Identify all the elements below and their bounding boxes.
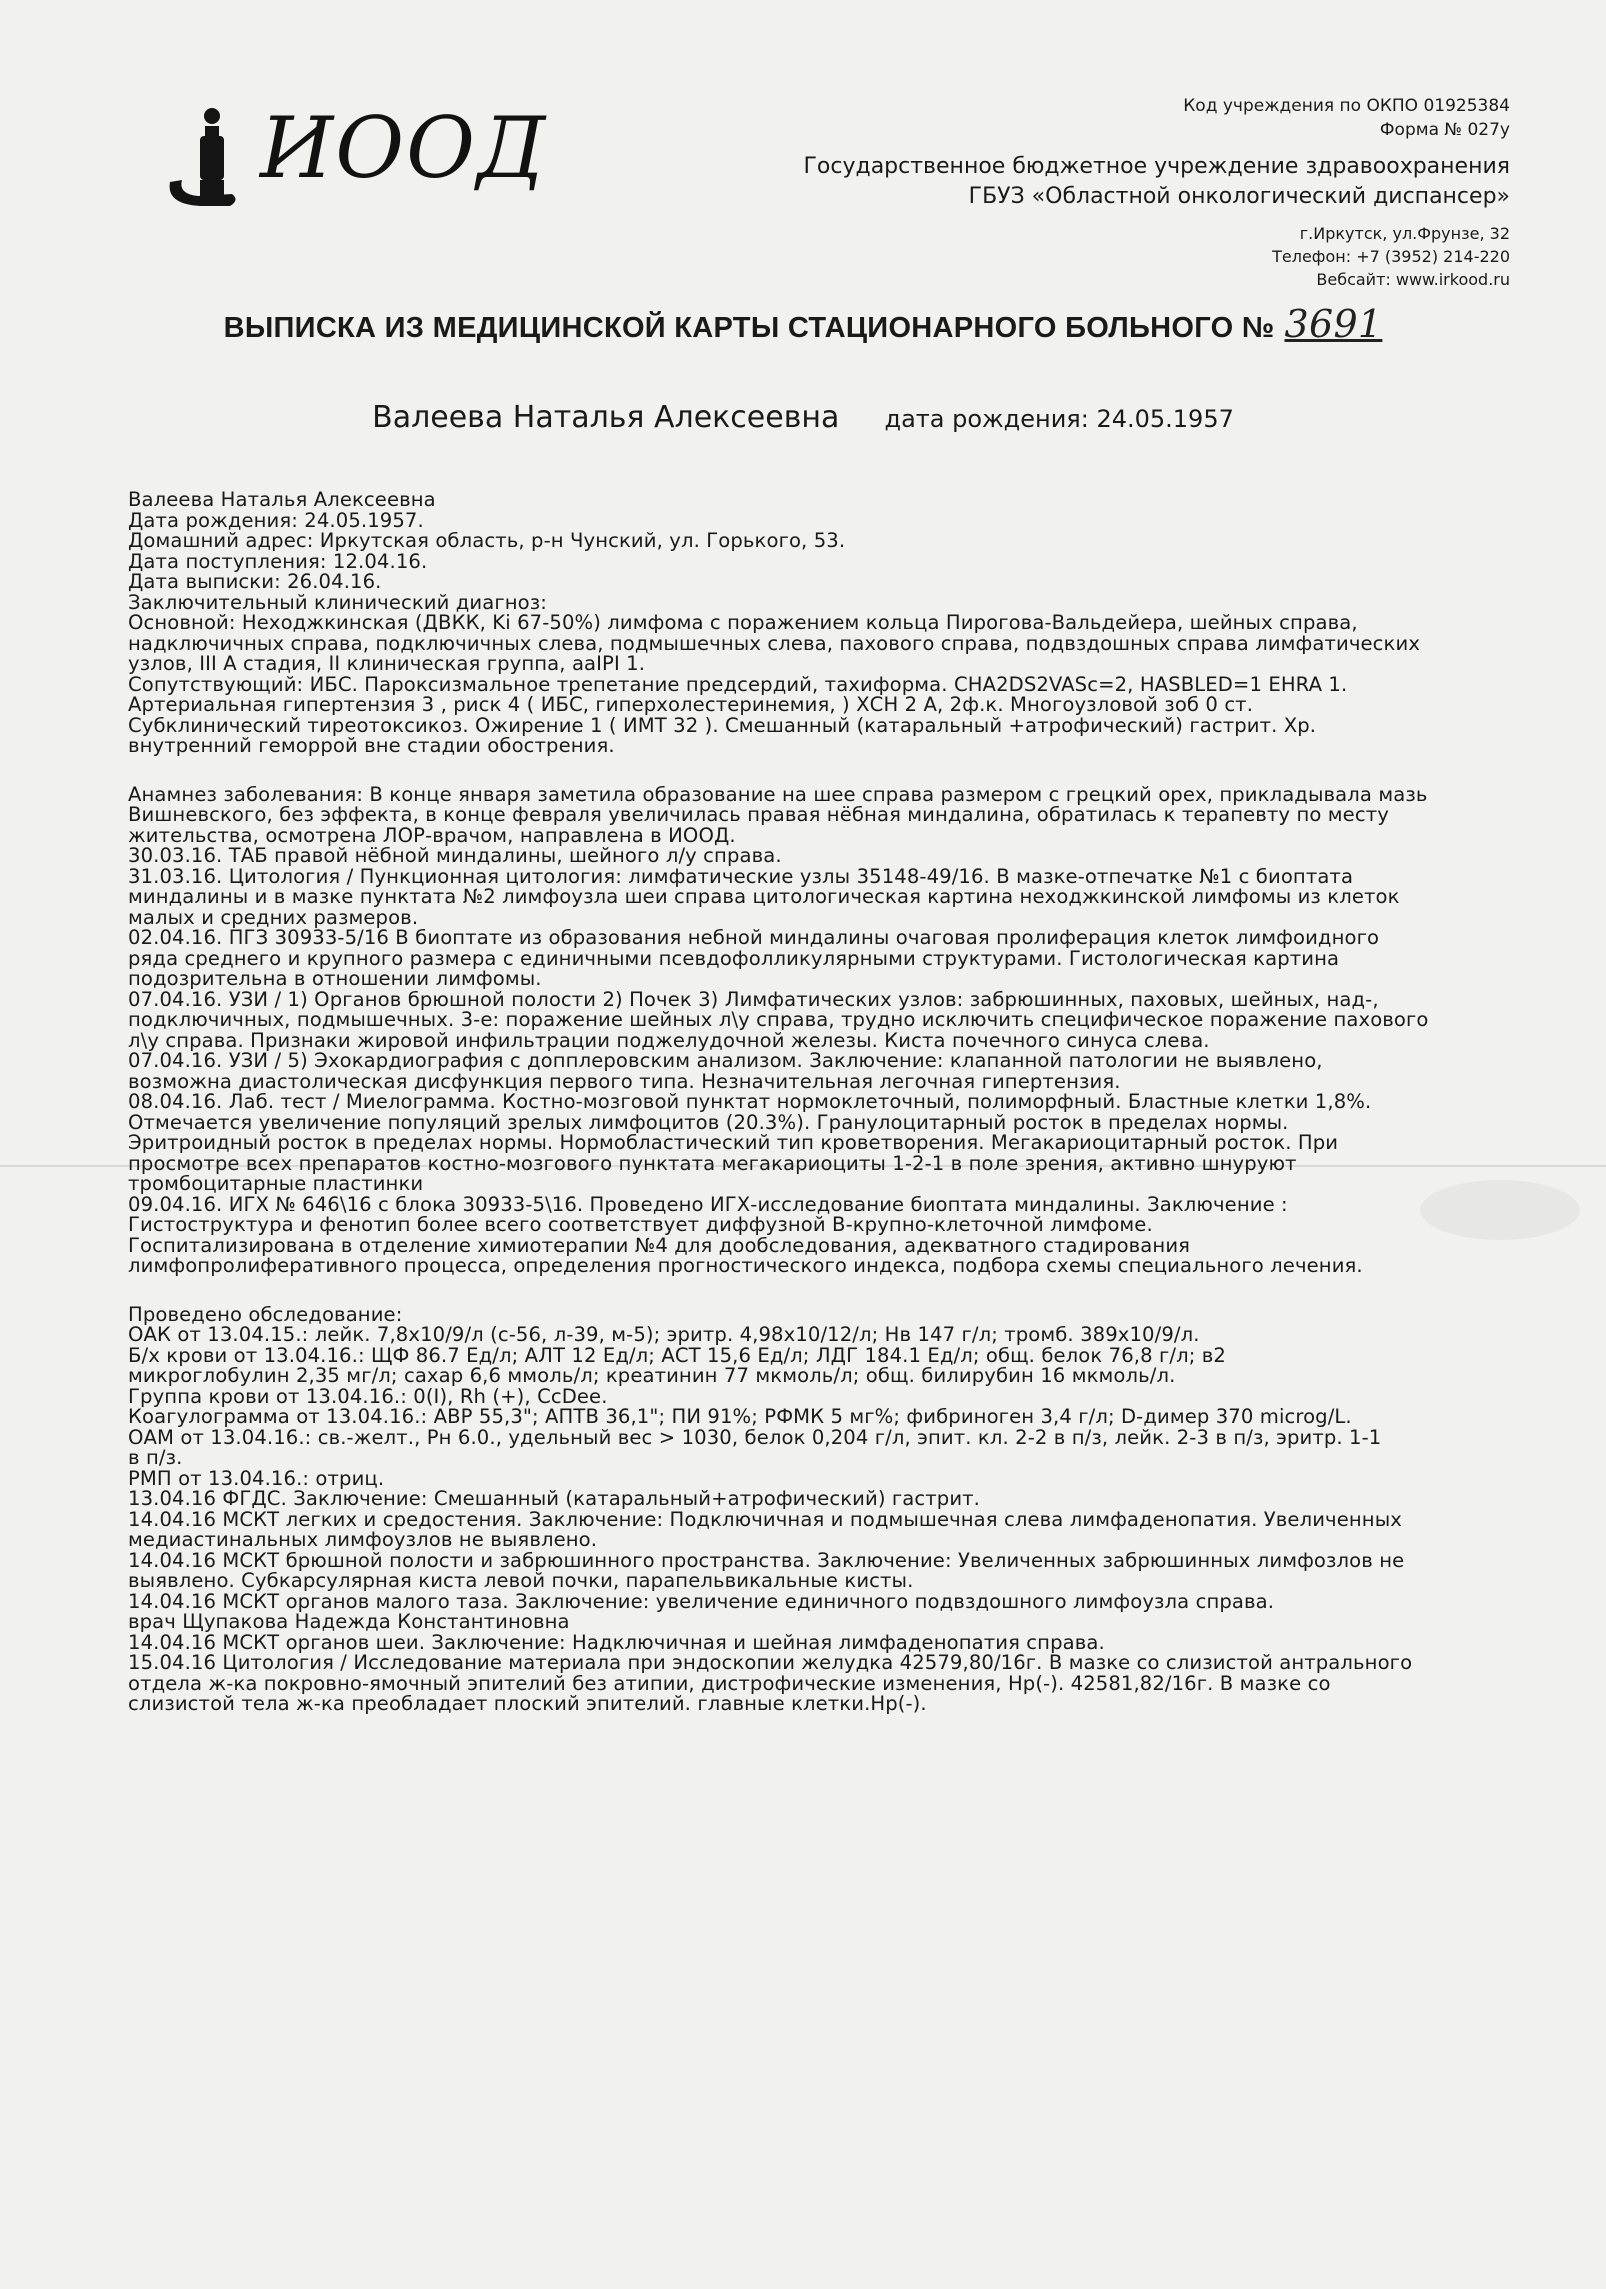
institution-logo	[160, 99, 548, 220]
text-line: Заключительный клинический диагноз:	[128, 590, 547, 614]
text-line: жительства, осмотрена ЛОР-врачом, направлена в ИООД.	[128, 823, 736, 847]
text-line: в п/з.	[128, 1446, 183, 1469]
text-line: 07.04.16. УЗИ / 1) Органов брюшной полости 2) Почек 3) Лимфатических узлов: забрюшинных, паховых, шейных, над-,	[128, 987, 1379, 1011]
text-line: 07.04.16. УЗИ / 5) Эхокардиография с допплеровским анализом. Заключение: клапанной патологии не выявлено,	[128, 1049, 1323, 1072]
text-line: лимфопролиферативного процесса, определения прогностического индекса, подбора схемы специального лечения.	[128, 1254, 1363, 1277]
text-line: ряда среднего и крупного размера с единичными псевдофолликулярными структурами. Гистологическая картина	[128, 946, 1340, 970]
organization-phone: Телефон: +7 (3952) 214-220	[1272, 247, 1510, 266]
text-line: Валеева Наталья Алексеевна	[128, 488, 436, 511]
organization-website: Вебсайт: www.irkood.ru	[1316, 270, 1510, 289]
text-line: л\у справа. Признаки жировой инфильтрации поджелудочной железы. Киста почечного синуса слева.	[128, 1028, 1210, 1052]
text-line: ОАМ от 13.04.16.: св.-желт., Рн 6.0., удельный вес > 1030, белок 0,204 г/л, эпит. кл. 2-2 в п/з, лейк. 2-3 в п/з, эритр. 1-1	[128, 1425, 1382, 1449]
organization-name: Государственное бюджетное учреждение здравоохранения	[803, 154, 1510, 179]
text-line: 14.04.16 МСКТ органов шеи. Заключение: Надключичная и шейная лимфаденопатия справа.	[128, 1630, 1105, 1654]
text-line: Госпитализирована в отделение химиотерапии №4 для дообследования, адекватного стадирования	[128, 1233, 1191, 1257]
text-line: Дата поступления: 12.04.16.	[128, 549, 428, 573]
text-line: Коагулограмма от 13.04.16.: АВР 55,3"; АПТВ 36,1"; ПИ 91%; РФМК 5 мг%; фибриноген 3,4 г/л; D-димер 370 microg/L.	[128, 1405, 1352, 1428]
text-line: миндалины и в мазке пунктата №2 лимфоузла шеи справа цитологическая картина неходжкинской лимфомы из клеток	[128, 885, 1400, 908]
text-line: Сопутствующий: ИБС. Пароксизмальное трепетание предсердий, тахиформа. CHA2DS2VASc=2, HASBLED=1 EHRA 1.	[128, 672, 1348, 696]
text-line: Гистоструктура и фенотип более всего соответствует диффузной В-крупно-клеточной лимфоме.	[128, 1213, 1153, 1236]
patient-name: Валеева Наталья Алексеевна	[372, 400, 840, 435]
text-line: надключичных справа, подключичных слева, подмышечных слева, пахового справа, подвздошных справа лимфатических	[128, 631, 1421, 655]
form-number: Форма № 027у	[1379, 120, 1510, 140]
text-line: Проведено обследование:	[128, 1302, 403, 1326]
patient-birth-date: дата рождения: 24.05.1957	[884, 405, 1234, 433]
text-line: Группа крови от 13.04.16.: 0(I), Rh (+), CcDee.	[128, 1384, 608, 1408]
text-line: Анамнез заболевания: В конце января заметила образование на шее справа размером с грецкий орех, прикладывала мазь	[128, 782, 1428, 806]
text-line: 15.04.16 Цитология / Исследование материала при эндоскопии желудка 42579,80/16г. В мазке со слизистой антрального	[128, 1651, 1413, 1674]
text-line: Дата рождения: 24.05.1957.	[128, 508, 424, 532]
text-line: 13.04.16 ФГДС. Заключение: Смешанный (катаральный+атрофический) гастрит.	[128, 1487, 980, 1510]
document-body	[128, 490, 1488, 1715]
text-line: выявлено. Субкарсулярная киста левой почки, парапельвикальные кисты.	[128, 1569, 914, 1592]
text-line: Основной: Неходжкинская (ДВКК, Ki 67-50%) лимфома с поражением кольца Пирогова-Вальдейера, шейных справа,	[128, 611, 1358, 634]
text-line: отдела ж-ка покровно-ямочный эпителий без атипии, дистрофические изменения, Hp(-). 42581,82/16г. В мазке со	[128, 1671, 1331, 1695]
text-line: слизистой тела ж-ка преобладает плоский эпителий. главные клетки.Hp(-).	[128, 1692, 927, 1715]
text-line: внутренний геморрой вне стадии обострения.	[128, 734, 615, 757]
text-line: 14.04.16 МСКТ органов малого таза. Заключение: увеличение единичного подвздошного лимфоузла справа.	[128, 1589, 1275, 1613]
document-title-text: ВЫПИСКА ИЗ МЕДИЦИНСКОЙ КАРТЫ СТАЦИОНАРНОГО БОЛЬНОГО №	[223, 312, 1275, 344]
text-line: 09.04.16. ИГХ № 646\16 с блока 30933-5\16. Проведено ИГХ-исследование биоптата миндалины. Заключение :	[128, 1192, 1288, 1216]
text-line: малых и средних размеров.	[128, 905, 419, 929]
text-line: Эритроидный росток в пределах нормы. Нормобластический тип кроветворения. Мегакариоцитарный росток. При	[128, 1131, 1339, 1154]
text-line: Домашний адрес: Иркутская область, р-н Чунский, ул. Горького, 53.	[128, 529, 846, 552]
text-line: Б/х крови от 13.04.16.: ЩФ 86.7 Ед/л; АЛТ 12 Ед/л; АСТ 15,6 Ед/л; ЛДГ 184.1 Ед/л; общ. белок 76,8 г/л; в2	[128, 1343, 1226, 1367]
text-line: подозрительна в отношении лимфомы.	[128, 967, 542, 990]
examination-section	[128, 1302, 1488, 1715]
organization-address: г.Иркутск, ул.Фрунзе, 32	[1299, 224, 1510, 243]
logo-text: ИООД	[260, 99, 548, 197]
text-line: Дата выписки: 26.04.16.	[128, 570, 382, 593]
text-line: 31.03.16. Цитология / Пункционная цитология: лимфатические узлы 35148-49/16. В мазке-отпечатке №1 с биоптата	[128, 864, 1354, 888]
text-line: 14.04.16 МСКТ брюшной полости и забрюшинного пространства. Заключение: Увеличенных забрюшинных лимфозлов не	[128, 1548, 1405, 1572]
text-line: микроглобулин 2,35 мг/л; сахар 6,6 ммоль/л; креатинин 77 мкмоль/л; общ. билирубин 16 мкмоль/л.	[128, 1364, 1176, 1387]
record-number: 3691	[1284, 302, 1383, 346]
text-line: просмотре всех препаратов костно-мозгового пунктата мегакариоциты 1-2-1 в поле зрения, активно шнуруют	[128, 1151, 1297, 1175]
text-line: ОАК от 13.04.15.: лейк. 7,8х10/9/л (с-56, л-39, м-5); эритр. 4,98х10/12/л; Нв 147 г/л; тромб. 389х10/9/л.	[128, 1323, 1200, 1346]
text-line: медиастинальных лимфоузлов не выявлено.	[128, 1528, 598, 1551]
text-line: врач Щупакова Надежда Константиновна	[128, 1610, 570, 1633]
text-line: узлов, III А стадия, II клиническая группа, aaIPI 1.	[128, 652, 646, 675]
text-line: 14.04.16 МСКТ легких и средостения. Заключение: Подключичная и подмышечная слева лимфаденопатия. Увеличенных	[128, 1507, 1402, 1531]
diagnosis-section	[128, 490, 1488, 757]
text-line: Артериальная гипертензия 3 , риск 4 ( ИБС, гиперхолестеринемия, ) ХСН 2 А, 2ф.к. Многоузловой зоб 0 ст.	[128, 693, 1254, 716]
text-line: 02.04.16. ПГЗ 30933-5/16 В биоптате из образования небной миндалины очаговая пролиферация клеток лимфоидного	[128, 926, 1380, 949]
text-line: 30.03.16. ТАБ правой нёбной миндалины, шейного л/у справа.	[128, 844, 782, 867]
text-line: подключичных, подмышечных. 3-е: поражение шейных л\у справа, трудно исключить специфическое поражение пахового	[128, 1008, 1429, 1031]
text-line: Субклинический тиреотоксикоз. Ожирение 1 ( ИМТ 32 ). Смешанный (катаральный +атрофический) гастрит. Хр.	[128, 713, 1317, 737]
document-title	[0, 302, 1606, 346]
text-line: тромбоцитарные пластинки	[128, 1172, 424, 1195]
anamnesis-section	[128, 782, 1488, 1277]
text-line: возможна диастолическая дисфункция первого типа. Незначительная легочная гипертензия.	[128, 1069, 1121, 1093]
patient-heading	[0, 400, 1606, 435]
institution-block	[610, 94, 1510, 291]
organization-short-name: ГБУЗ «Областной онкологический диспансер»	[968, 184, 1510, 209]
text-line: РМП от 13.04.16.: отриц.	[128, 1466, 385, 1490]
logo-emblem-icon	[160, 104, 250, 214]
okpo-code: Код учреждения по ОКПО 01925384	[1183, 96, 1510, 116]
text-line: 08.04.16. Лаб. тест / Миелограмма. Костно-мозговой пунктат нормоклеточный, полиморфный. Бластные клетки 1,8%.	[128, 1090, 1372, 1113]
text-line: Отмечается увеличение популяций зрелых лимфоцитов (20.3%). Гранулоцитарный росток в пределах нормы.	[128, 1110, 1289, 1134]
text-line: Вишневского, без эффекта, в конце февраля увеличилась правая нёбная миндалина, обратилась к терапевту по месту	[128, 803, 1389, 826]
